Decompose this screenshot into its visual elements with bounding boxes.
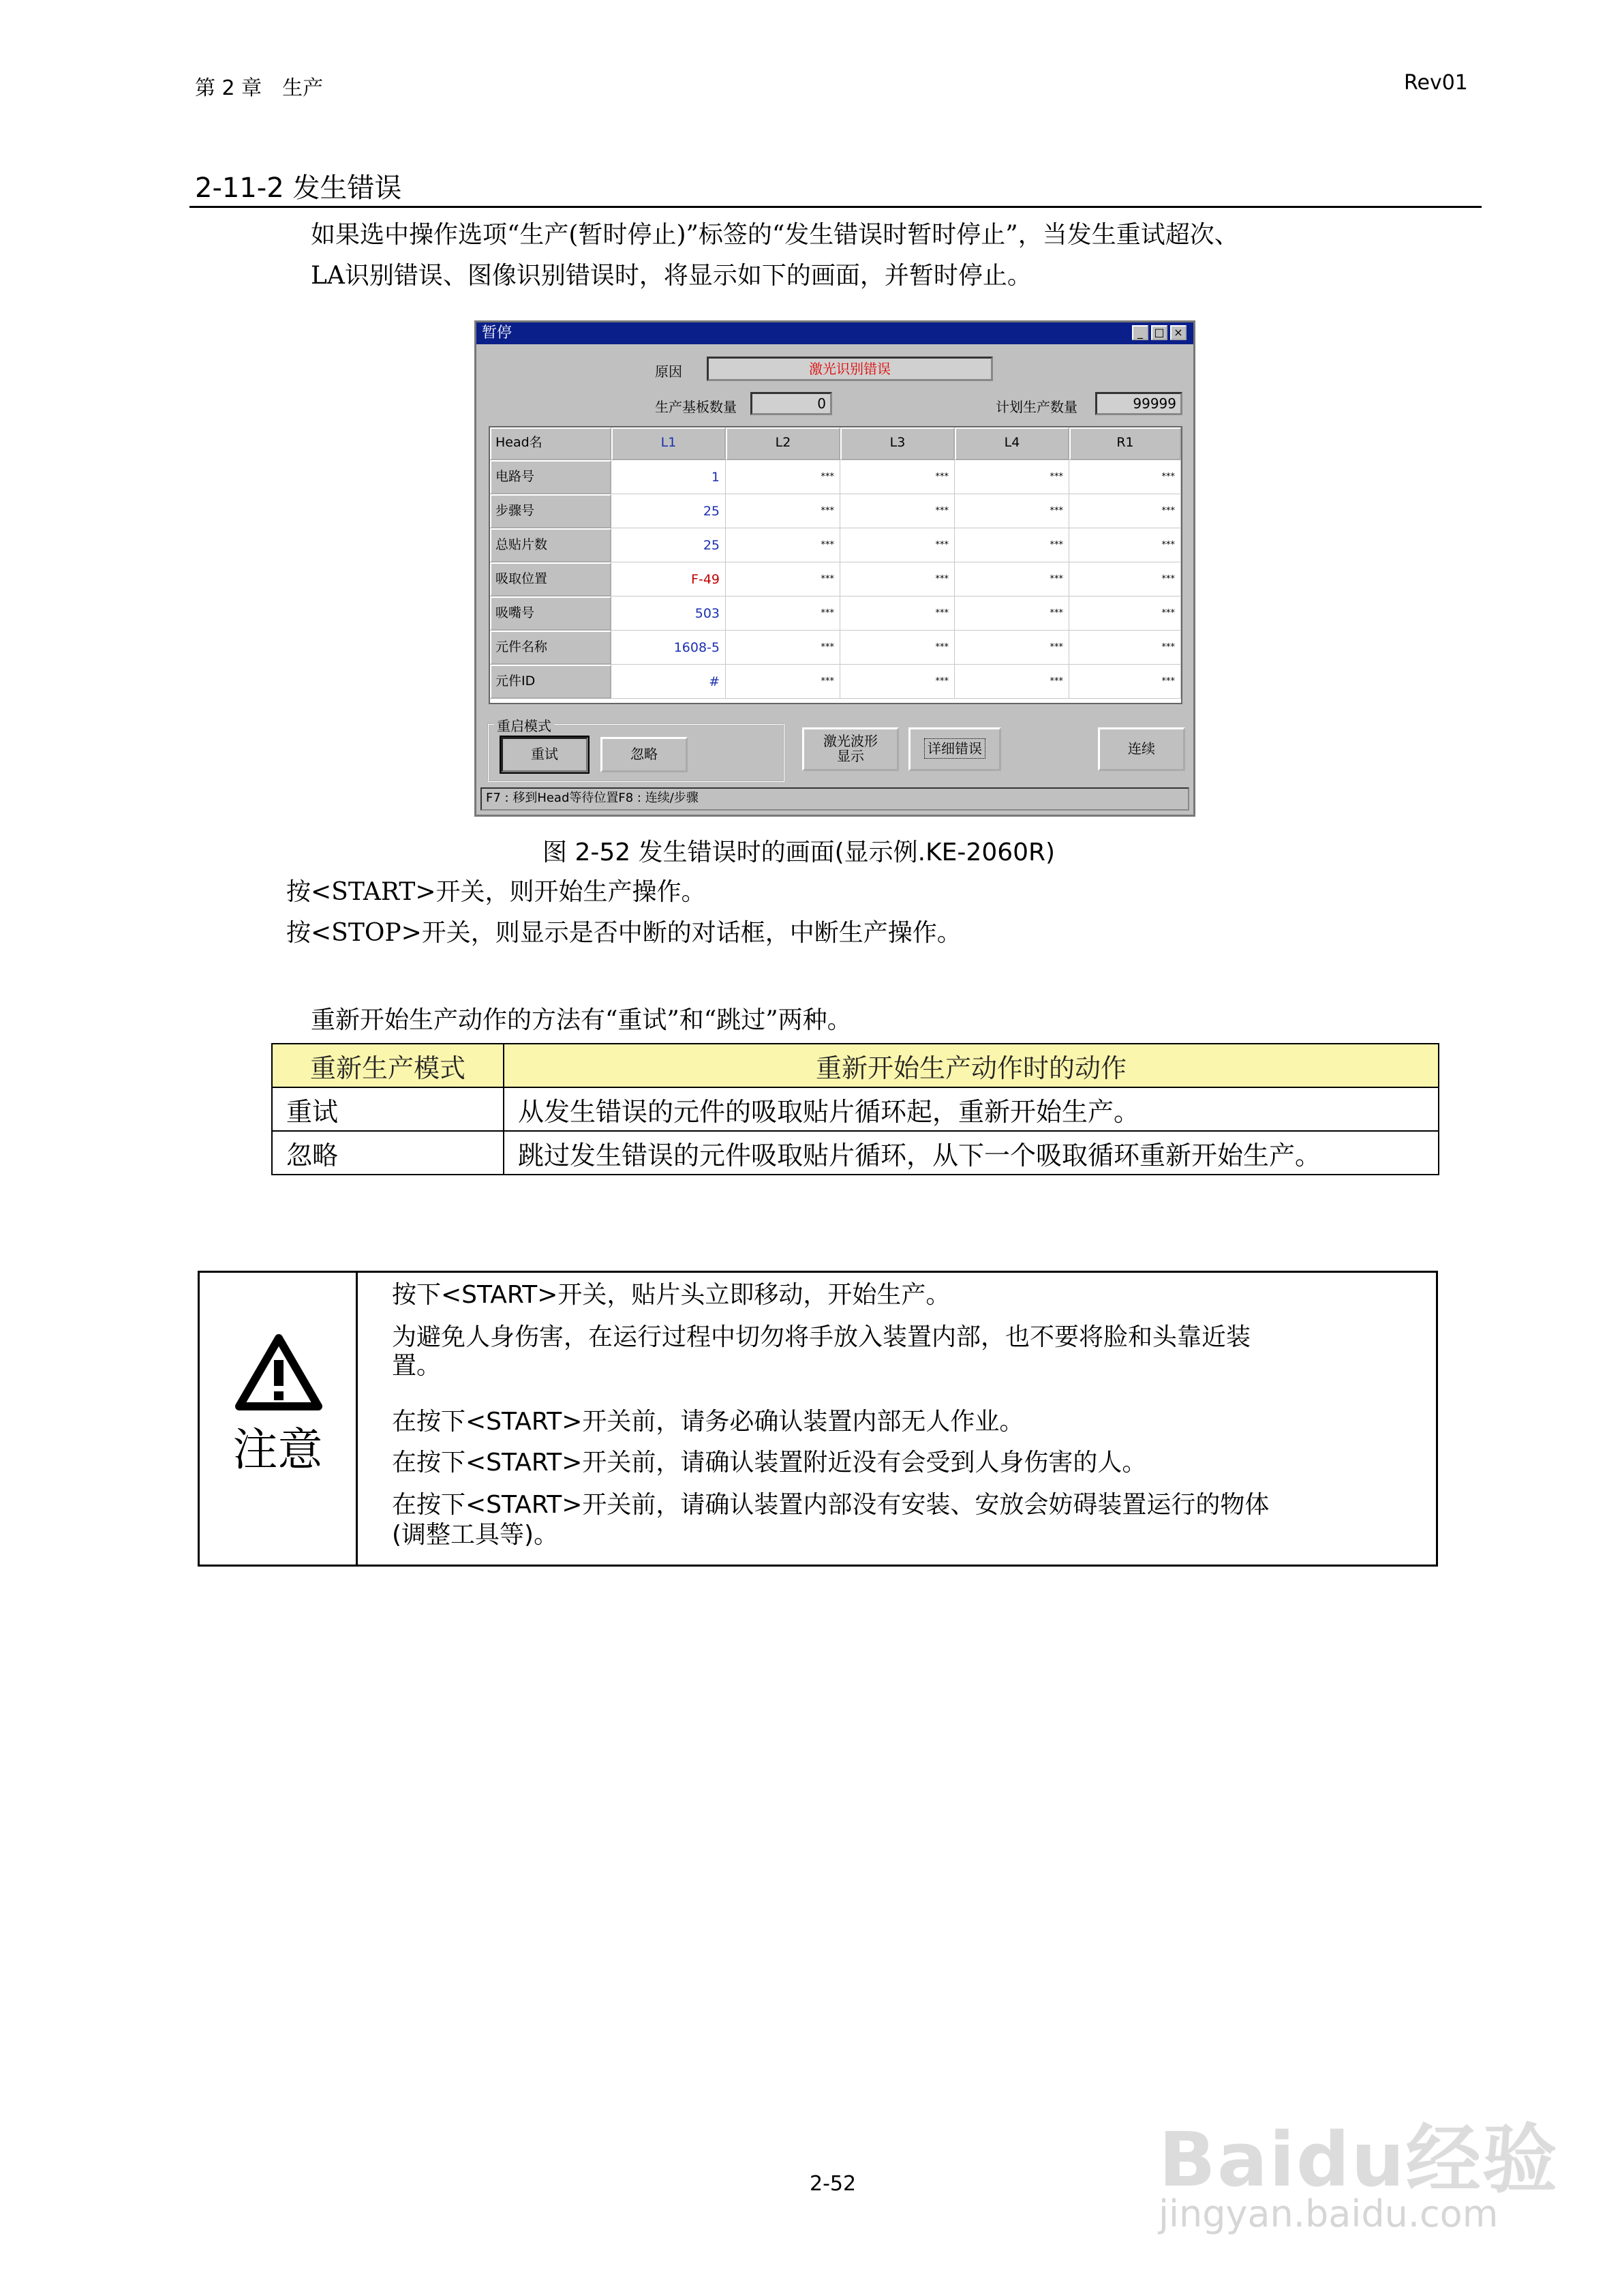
grid-cell: *** <box>726 528 840 562</box>
table-cell: 忽略 <box>272 1131 504 1175</box>
watermark-url: jingyan.baidu.com <box>1159 2192 1499 2235</box>
table-cell: 跳过发生错误的元件吸取贴片循环，从下一个吸取循环重新开始生产。 <box>504 1131 1439 1175</box>
grid-cell: *** <box>955 494 1069 528</box>
grid-cell: *** <box>840 665 955 699</box>
ignore-button[interactable]: 忽略 <box>600 737 688 772</box>
grid-cell: 25 <box>611 528 726 562</box>
stop-instruction: 按<STOP>开关，则显示是否中断的对话框，中断生产操作。 <box>286 919 962 947</box>
grid-cell: *** <box>840 528 955 562</box>
reason-field: 激光识别错误 <box>707 357 993 381</box>
dialog-title: 暂停 <box>482 324 512 342</box>
table-header: 重新开始生产动作时的动作 <box>504 1044 1439 1087</box>
produced-count-field: 0 <box>750 392 832 415</box>
caution-line: 置。 <box>392 1352 442 1380</box>
grid-cell: F-49 <box>611 562 726 596</box>
plan-count-label: 计划生产数量 <box>996 399 1077 415</box>
grid-row-label: 元件ID <box>490 665 611 699</box>
table-cell: 重试 <box>272 1087 504 1131</box>
grid-cell: 1 <box>611 460 726 494</box>
restart-mode-table <box>271 1043 1439 1175</box>
grid-cell: *** <box>955 460 1069 494</box>
produced-count-label: 生产基板数量 <box>655 399 737 415</box>
caution-label: 注意 <box>232 1423 323 1476</box>
laser-waveform-label-1: 激光波形 <box>823 733 878 749</box>
grid-row-label: 吸嘴号 <box>490 596 611 631</box>
grid-cell: 1608-5 <box>611 631 726 665</box>
grid-row-label: 步骤号 <box>490 494 611 528</box>
error-detail-label: 详细错误 <box>924 738 985 759</box>
status-bar: F7 : 移到Head等待位置F8 : 连续/步骤 <box>480 787 1189 811</box>
grid-cell: *** <box>955 596 1069 631</box>
intro-line-2: LA识别错误、图像识别错误时，将显示如下的画面，并暂时停止。 <box>311 262 1032 290</box>
caution-line: 在按下<START>开关前，请确认装置附近没有会受到人身伤害的人。 <box>392 1449 1147 1477</box>
grid-row-label: 吸取位置 <box>490 562 611 596</box>
restart-methods-text: 重新开始生产动作的方法有“重试”和“跳过”两种。 <box>311 1006 852 1034</box>
grid-cell: *** <box>1069 528 1181 562</box>
grid-cell: *** <box>840 460 955 494</box>
error-detail-button[interactable] <box>908 727 1001 771</box>
warning-triangle-icon <box>235 1334 322 1410</box>
section-title: 2-11-2 发生错误 <box>195 172 402 204</box>
grid-cell: *** <box>1069 562 1181 596</box>
grid-cell: *** <box>840 562 955 596</box>
grid-cell: *** <box>726 460 840 494</box>
pause-dialog-screenshot <box>474 320 1195 817</box>
grid-cell: *** <box>955 562 1069 596</box>
grid-cell: *** <box>955 528 1069 562</box>
plan-count-field: 99999 <box>1095 392 1182 415</box>
caution-line: 在按下<START>开关前，请确认装置内部没有安装、安放会妨碍装置运行的物体 <box>392 1491 1270 1519</box>
table-header: 重新生产模式 <box>272 1044 504 1087</box>
grid-cell: *** <box>840 494 955 528</box>
grid-cell: 503 <box>611 596 726 631</box>
grid-cell: *** <box>1069 596 1181 631</box>
maximize-icon[interactable]: □ <box>1151 325 1167 340</box>
grid-col-header[interactable]: L1 <box>611 427 726 460</box>
grid-col-header[interactable]: R1 <box>1069 427 1181 460</box>
caution-line: 为避免人身伤害，在运行过程中切勿将手放入装置内部，也不要将脸和头靠近装 <box>392 1323 1251 1351</box>
caution-line: 按下<START>开关，贴片头立即移动，开始生产。 <box>392 1281 951 1309</box>
grid-row-label: 总贴片数 <box>490 528 611 562</box>
minimize-icon[interactable]: _ <box>1132 325 1148 340</box>
grid-cell: *** <box>726 494 840 528</box>
continue-button[interactable]: 连续 <box>1098 727 1185 771</box>
revision-label: Rev01 <box>1404 71 1468 95</box>
grid-col-header[interactable]: L4 <box>955 427 1069 460</box>
figure-caption: 图 2-52 发生错误时的画面(显示例.KE-2060R) <box>542 839 1056 866</box>
grid-cell: *** <box>1069 494 1181 528</box>
watermark-brand: Baidu经验 <box>1159 2116 1559 2203</box>
page-number: 2-52 <box>810 2172 857 2196</box>
table-cell: 从发生错误的元件的吸取贴片循环起，重新开始生产。 <box>504 1087 1439 1131</box>
laser-waveform-label-2: 显示 <box>837 748 864 764</box>
caution-icon-column <box>200 1273 358 1565</box>
reason-label: 原因 <box>655 363 682 380</box>
start-instruction: 按<START>开关，则开始生产操作。 <box>286 878 706 906</box>
grid-cell: *** <box>955 631 1069 665</box>
intro-line-1: 如果选中操作选项“生产(暂时停止)”标签的“发生错误时暂时停止”，当发生重试超次、 <box>311 221 1239 249</box>
grid-cell: *** <box>726 665 840 699</box>
grid-cell: *** <box>726 562 840 596</box>
caution-line: (调整工具等)。 <box>392 1521 559 1549</box>
grid-cell: # <box>611 665 726 699</box>
grid-cell: *** <box>1069 460 1181 494</box>
grid-corner-header: Head名 <box>490 427 611 460</box>
restart-mode-label: 重启模式 <box>494 715 554 735</box>
grid-row-label: 电路号 <box>490 460 611 494</box>
caution-line: 在按下<START>开关前，请务必确认装置内部无人作业。 <box>392 1408 1024 1436</box>
grid-cell: *** <box>1069 631 1181 665</box>
grid-cell: *** <box>840 631 955 665</box>
grid-cell: 25 <box>611 494 726 528</box>
grid-cell: *** <box>726 631 840 665</box>
title-rule <box>189 206 1482 208</box>
close-icon[interactable]: × <box>1170 325 1187 340</box>
head-status-grid <box>489 426 1182 704</box>
grid-cell: *** <box>1069 665 1181 699</box>
grid-cell: *** <box>726 596 840 631</box>
grid-col-header[interactable]: L3 <box>840 427 955 460</box>
retry-button[interactable]: 重试 <box>501 737 588 772</box>
grid-row-label: 元件名称 <box>490 631 611 665</box>
grid-cell: *** <box>840 596 955 631</box>
grid-cell: *** <box>955 665 1069 699</box>
caution-box <box>198 1271 1438 1567</box>
laser-waveform-button[interactable] <box>802 727 899 771</box>
chapter-header: 第 2 章 生产 <box>195 76 324 100</box>
dialog-titlebar <box>476 322 1193 344</box>
grid-col-header[interactable]: L2 <box>726 427 840 460</box>
